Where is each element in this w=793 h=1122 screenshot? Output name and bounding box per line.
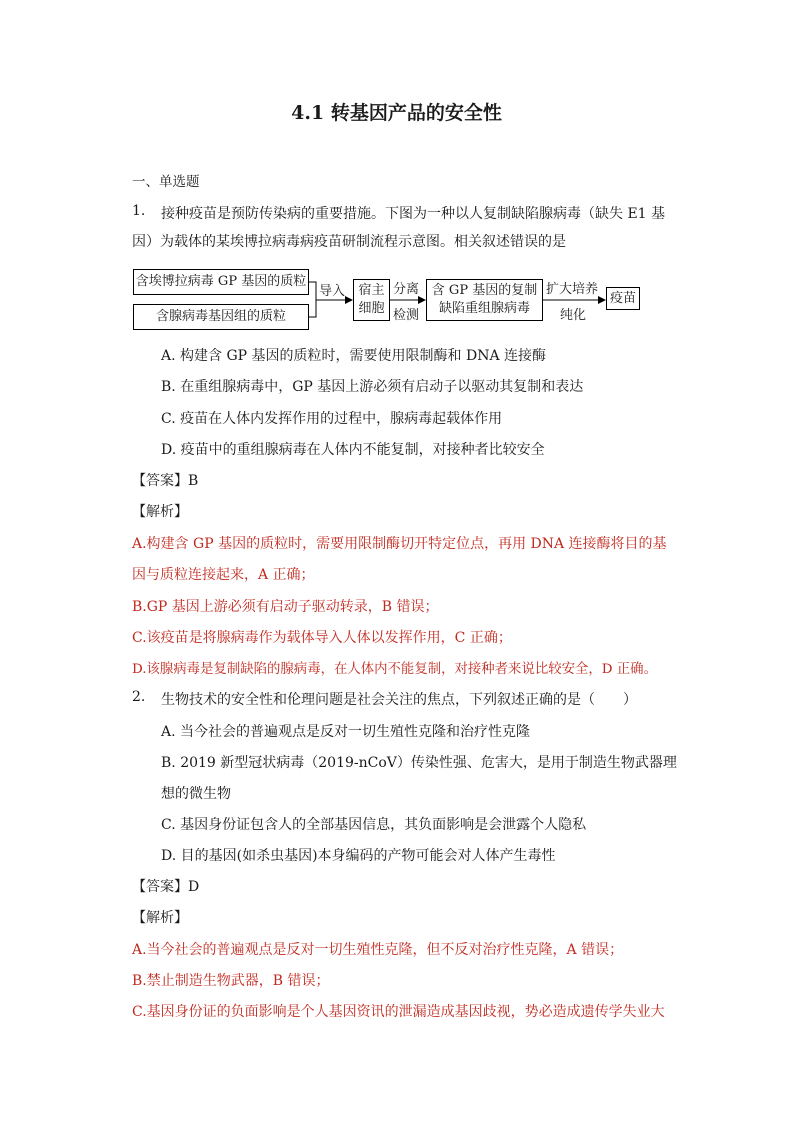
q2-analysis-label: 【解析】 [132,910,188,926]
recombinant-line2: 缺陷重组腺病毒 [438,301,530,316]
q2-analysis-line: A.当今社会的普遍观点是反对一切生殖性克隆，但不反对治疗性克隆，A 错误； [132,942,624,958]
q2-analysis-line: C.基因身份证的负面影响是个人基因资讯的泄漏造成基因歧视，势必造成遗传学失业大 [132,1004,665,1020]
plasmid-gp-box: 含埃博拉病毒 GP 基因的质粒 [133,269,309,295]
purify-label: 纯化 [560,308,587,323]
q1-option-d: D. 疫苗中的重组腺病毒在人体内不能复制，对接种者比较安全 [161,442,545,458]
q1-option-a: A. 构建含 GP 基因的质粒时，需要使用限制酶和 DNA 连接酶 [161,348,546,364]
q2-option-b-cont: 想的微生物 [161,786,231,802]
q1-analysis-label: 【解析】 [132,504,188,520]
import-label: 导入 [319,284,346,299]
host-cell-line1: 宿主 [358,283,385,298]
recombinant-line1: 含 GP 基因的复制 [431,283,538,298]
q2-number: 2. [132,689,146,705]
q1-answer: 【答案】B [132,473,199,489]
q1-option-c: C. 疫苗在人体内发挥作用的过程中，腺病毒起载体作用 [161,411,503,427]
detect-label: 检测 [393,308,420,323]
q2-option-b: B. 2019 新型冠状病毒（2019-nCoV）传染性强、危害大，是用于制造生物武器理 [161,755,677,771]
q1-analysis-line: C.该疫苗是将腺病毒作为载体导入人体以发挥作用，C 正确； [132,630,512,646]
q1-analysis-line: D.该腺病毒是复制缺陷的腺病毒，在人体内不能复制，对接种者来说比较安全，D 正确。 [132,662,657,677]
vaccine-box: 疫苗 [606,287,640,310]
q2-option-a: A. 当今社会的普遍观点是反对一切生殖性克隆和治疗性克隆 [161,724,531,740]
q1-stem-line2: 因）为载体的某埃博拉病毒病疫苗研制流程示意图。相关叙述错误的是 [132,234,566,250]
q1-stem-line1: 接种疫苗是预防传染病的重要措施。下图为一种以人复制缺陷腺病毒（缺失 E1 基 [161,206,666,222]
q2-answer: 【答案】D [132,879,200,895]
q2-option-d: D. 目的基因(如杀虫基因)本身编码的产物可能会对人体产生毒性 [161,848,556,864]
plasmid-adenovirus-box: 含腺病毒基因组的质粒 [133,304,309,330]
q1-analysis-line: B.GP 基因上游必须有启动子驱动转录，B 错误； [132,599,439,615]
q1-analysis-line: 因与质粒连接起来，A 正确； [132,567,315,583]
section-heading: 一、单选题 [132,174,200,190]
q1-analysis-line: A.构建含 GP 基因的质粒时，需要用限制酶切开特定位点，再用 DNA 连接酶将目的基 [132,536,667,552]
q2-option-c: C. 基因身份证包含人的全部基因信息，其负面影响是会泄露个人隐私 [161,817,587,833]
q2-stem: 生物技术的安全性和伦理问题是社会关注的焦点，下列叙述正确的是（ ） [161,692,637,708]
page-title: 4.1 转基因产品的安全性 [291,102,502,124]
q1-number: 1. [132,203,146,219]
culture-label: 扩大培养 [546,282,599,297]
host-cell-line2: 细胞 [358,301,385,316]
q2-analysis-line: B.禁止制造生物武器，B 错误； [132,973,330,989]
separate-label: 分离 [393,282,420,297]
q1-option-b: B. 在重组腺病毒中，GP 基因上游必须有启动子以驱动其复制和表达 [161,379,584,395]
